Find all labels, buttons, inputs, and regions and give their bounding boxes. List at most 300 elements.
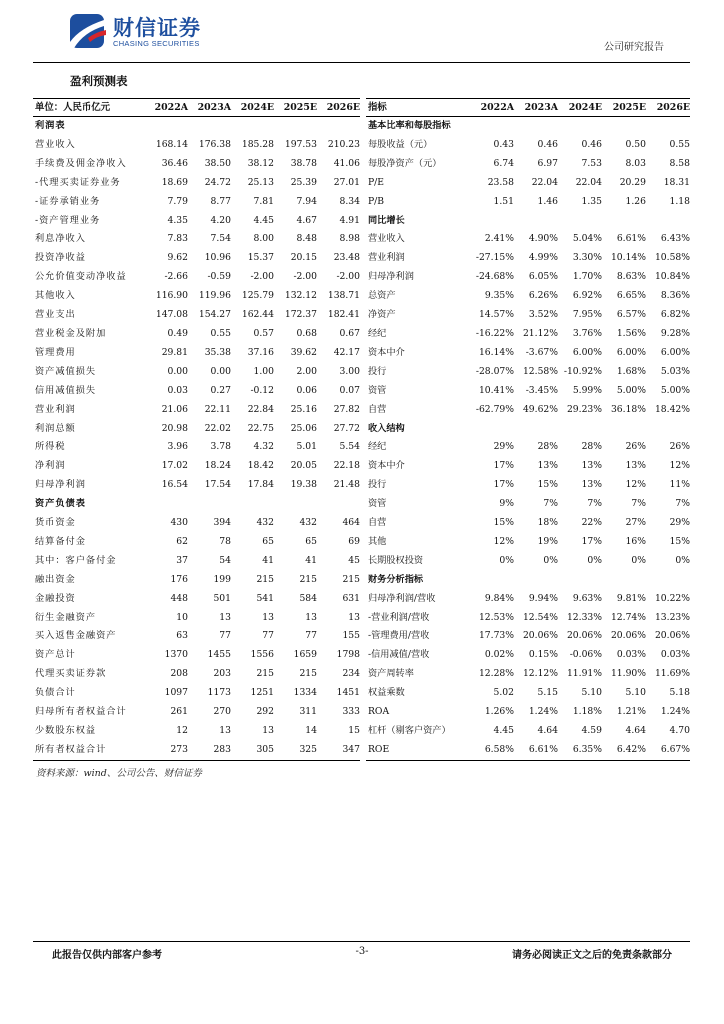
cell-value: 8.03 bbox=[625, 157, 646, 169]
footer-disclaimer-left: 此报告仅供内部客户参考 bbox=[52, 950, 162, 961]
row-label: 信用减值损失 bbox=[35, 384, 97, 396]
cell-value: 203 bbox=[213, 668, 231, 680]
cell-value: 18.24 bbox=[204, 460, 231, 472]
table-row bbox=[33, 344, 360, 363]
cell-value: 0.00 bbox=[210, 365, 231, 377]
cell-value: 6.65% bbox=[616, 290, 646, 302]
cell-value: 4.70 bbox=[669, 725, 690, 736]
column-header-year: 2026E bbox=[646, 99, 690, 117]
cell-value: 13% bbox=[625, 460, 646, 472]
cell-value: 39.62 bbox=[290, 346, 317, 358]
cell-value: 1334 bbox=[293, 687, 317, 699]
table-row bbox=[33, 438, 360, 457]
row-label: 资产减值损失 bbox=[35, 365, 97, 377]
cell-value: 0% bbox=[587, 554, 602, 566]
column-header-year: 2026E bbox=[317, 99, 360, 117]
cell-value: 12.53% bbox=[478, 611, 514, 623]
column-header-year: 2023A bbox=[514, 99, 558, 117]
cell-value: 20.06% bbox=[654, 630, 690, 642]
cell-value: 138.71 bbox=[327, 290, 360, 302]
table-row bbox=[366, 382, 690, 401]
cell-value: 1798 bbox=[336, 649, 360, 661]
cell-value: 41.06 bbox=[333, 157, 360, 169]
cell-value: 4.45 bbox=[253, 214, 274, 226]
cell-value: 22.11 bbox=[204, 403, 231, 415]
cell-value: 430 bbox=[170, 517, 188, 529]
cell-value: 5.01 bbox=[296, 441, 317, 453]
table-row bbox=[33, 476, 360, 495]
row-label: 营业利润 bbox=[35, 403, 76, 415]
row-label: 融出资金 bbox=[35, 573, 76, 585]
cell-value: 1173 bbox=[207, 687, 231, 699]
cell-value: 12.28% bbox=[478, 668, 514, 680]
cell-value: 9.94% bbox=[528, 592, 558, 604]
cell-value: 0% bbox=[543, 554, 558, 566]
cell-value: 29.23% bbox=[566, 403, 602, 415]
table-row bbox=[33, 268, 360, 287]
table-row bbox=[33, 306, 360, 325]
cell-value: 25.39 bbox=[290, 176, 317, 188]
table-row bbox=[366, 363, 690, 382]
cell-value: 501 bbox=[213, 592, 231, 604]
cell-value: 18.31 bbox=[663, 176, 690, 188]
cell-value: 25.16 bbox=[290, 403, 317, 415]
cell-value: 26% bbox=[669, 441, 690, 453]
cell-value: 17% bbox=[581, 535, 602, 547]
cell-value: 13 bbox=[219, 725, 231, 736]
cell-value: 13 bbox=[348, 611, 360, 623]
cell-value: 5.18 bbox=[669, 687, 690, 699]
cell-value: 432 bbox=[256, 517, 274, 529]
cell-value: 6.00% bbox=[572, 346, 602, 358]
cell-value: 5.99% bbox=[572, 384, 602, 396]
cell-value bbox=[514, 117, 558, 136]
cell-value: 26% bbox=[625, 441, 646, 453]
row-label: 净利润 bbox=[35, 460, 66, 472]
section-label: 同比增长 bbox=[368, 214, 405, 226]
cell-value: 11.90% bbox=[610, 668, 646, 680]
cell-value: 273 bbox=[145, 741, 188, 760]
cell-value bbox=[317, 117, 360, 136]
row-label: 净资产 bbox=[368, 309, 396, 321]
cell-value: 182.41 bbox=[327, 309, 360, 321]
cell-value: 7% bbox=[587, 498, 602, 510]
cell-value: 464 bbox=[342, 517, 360, 529]
row-label: 自营 bbox=[368, 517, 387, 529]
cell-value bbox=[274, 117, 317, 136]
cell-value: 9.35% bbox=[484, 290, 514, 302]
row-label: 负债合计 bbox=[35, 687, 76, 699]
cell-value: 1451 bbox=[336, 687, 360, 699]
cell-value: 0.49 bbox=[167, 327, 188, 339]
cell-value: 0.00 bbox=[167, 365, 188, 377]
table-row bbox=[366, 306, 690, 325]
cell-value: -0.06% bbox=[569, 649, 602, 661]
table-row bbox=[33, 420, 360, 439]
cell-value: -2.00 bbox=[250, 271, 274, 283]
cell-value: 6.58% bbox=[470, 741, 514, 760]
cell-value: 20.29 bbox=[619, 176, 646, 188]
cell-value: 14 bbox=[305, 725, 317, 736]
cell-value: 78 bbox=[219, 535, 231, 547]
cell-value: 29.81 bbox=[161, 346, 188, 358]
cell-value: 1097 bbox=[164, 687, 188, 699]
section-label: 财务分析指标 bbox=[368, 573, 424, 585]
cell-value: 12.12% bbox=[522, 668, 558, 680]
table-header-row bbox=[366, 99, 690, 117]
row-label: 所得税 bbox=[35, 441, 66, 453]
cell-value: 5.00% bbox=[660, 384, 690, 396]
row-label: 归母净利润 bbox=[35, 479, 86, 491]
row-label: 手续费及佣金净收入 bbox=[35, 157, 127, 169]
cell-value: 37 bbox=[176, 554, 188, 566]
cell-value bbox=[646, 212, 690, 231]
row-label: 权益乘数 bbox=[368, 687, 405, 699]
column-header-year: 2024E bbox=[558, 99, 602, 117]
row-label: 投行 bbox=[368, 479, 387, 491]
table-row bbox=[366, 230, 690, 249]
cell-value: 8.63% bbox=[616, 271, 646, 283]
cell-value: 6.61% bbox=[616, 233, 646, 245]
cell-value: 155 bbox=[342, 630, 360, 642]
cell-value: 6.82% bbox=[660, 309, 690, 321]
table-row bbox=[33, 287, 360, 306]
cell-value: -3.67% bbox=[525, 346, 558, 358]
cell-value: 9.63% bbox=[572, 592, 602, 604]
cell-value: 215 bbox=[342, 573, 360, 585]
cell-value: 14.57% bbox=[478, 309, 514, 321]
section-title: 盈利预测表 bbox=[70, 74, 128, 88]
cell-value: 18.69 bbox=[161, 176, 188, 188]
cell-value: 13% bbox=[581, 460, 602, 472]
cell-value: 19% bbox=[537, 535, 558, 547]
cell-value: 29% bbox=[493, 441, 514, 453]
cell-value: 1659 bbox=[293, 649, 317, 661]
table-row bbox=[366, 741, 690, 760]
cell-value: 2.00 bbox=[296, 365, 317, 377]
cell-value: 27.82 bbox=[333, 403, 360, 415]
row-label: 其中：客户备付金 bbox=[35, 554, 117, 566]
table-row bbox=[366, 476, 690, 495]
cell-value: 13 bbox=[305, 611, 317, 623]
cell-value: 4.91 bbox=[339, 214, 360, 226]
cell-value: 4.64 bbox=[625, 725, 646, 736]
cell-value: 21.06 bbox=[161, 403, 188, 415]
table-row bbox=[366, 268, 690, 287]
cell-value: 12% bbox=[669, 460, 690, 472]
cell-value: 13 bbox=[262, 725, 274, 736]
cell-value: 19.38 bbox=[290, 479, 317, 491]
cell-value: -28.07% bbox=[475, 365, 514, 377]
cell-value: 13.23% bbox=[654, 611, 690, 623]
cell-value: 20.06% bbox=[522, 630, 558, 642]
cell-value: 7.79 bbox=[167, 195, 188, 207]
cell-value: 5.02 bbox=[493, 687, 514, 699]
cell-value: 119.96 bbox=[198, 290, 231, 302]
cell-value: -16.22% bbox=[475, 327, 514, 339]
cell-value: 1.18% bbox=[572, 706, 602, 718]
row-label: 投资净收益 bbox=[35, 252, 86, 264]
cell-value: 15% bbox=[537, 479, 558, 491]
cell-value: 17% bbox=[493, 479, 514, 491]
table-header-row bbox=[33, 99, 360, 117]
cell-value: 208 bbox=[170, 668, 188, 680]
row-label: 资产周转率 bbox=[368, 668, 414, 680]
cell-value: 584 bbox=[299, 592, 317, 604]
cell-value: -3.45% bbox=[525, 384, 558, 396]
row-label: 营业收入 bbox=[368, 233, 405, 245]
table-row bbox=[366, 552, 690, 571]
row-label: 每股净资产（元） bbox=[368, 157, 442, 169]
table-row bbox=[33, 609, 360, 628]
cell-value: 15.37 bbox=[247, 252, 274, 264]
cell-value: 5.00% bbox=[616, 384, 646, 396]
cell-value: 1.21% bbox=[616, 706, 646, 718]
table-row bbox=[33, 401, 360, 420]
row-label: 资产总计 bbox=[35, 649, 76, 661]
table-row bbox=[33, 741, 360, 760]
cell-value: 4.90% bbox=[528, 233, 558, 245]
cell-value: -27.15% bbox=[475, 252, 514, 264]
footer-divider bbox=[33, 941, 690, 942]
cell-value: 11.91% bbox=[566, 668, 602, 680]
cell-value: 1.68% bbox=[616, 365, 646, 377]
cell-value: 35.38 bbox=[204, 346, 231, 358]
row-label: 所有者权益合计 bbox=[33, 741, 145, 760]
cell-value: 17% bbox=[493, 460, 514, 472]
cell-value: 45 bbox=[348, 554, 360, 566]
cell-value: 3.96 bbox=[167, 441, 188, 453]
table-row bbox=[366, 703, 690, 722]
cell-value: 7.53 bbox=[581, 157, 602, 169]
cell-value: 4.45 bbox=[493, 725, 514, 736]
cell-value: 12.58% bbox=[522, 365, 558, 377]
cell-value: 22.75 bbox=[247, 422, 274, 434]
column-header-year: 2025E bbox=[602, 99, 646, 117]
cell-value: -2.66 bbox=[164, 271, 188, 283]
cell-value: 0% bbox=[631, 554, 646, 566]
cell-value: 38.50 bbox=[204, 157, 231, 169]
row-label: -资产管理业务 bbox=[35, 214, 101, 226]
row-label: -证券承销业务 bbox=[35, 195, 101, 207]
cell-value: -0.12 bbox=[250, 384, 274, 396]
cell-value: -24.68% bbox=[475, 271, 514, 283]
row-label: 买入返售金融资产 bbox=[35, 630, 117, 642]
cell-value bbox=[558, 117, 602, 136]
cell-value: 448 bbox=[170, 592, 188, 604]
cell-value bbox=[274, 495, 317, 514]
cell-value: 4.59 bbox=[581, 725, 602, 736]
cell-value: 10.41% bbox=[478, 384, 514, 396]
cell-value: 5.10 bbox=[581, 687, 602, 699]
table-row bbox=[366, 722, 690, 741]
cell-value bbox=[558, 212, 602, 231]
row-label: 归母净利润/营收 bbox=[368, 592, 436, 604]
cell-value: 6.26% bbox=[528, 290, 558, 302]
cell-value: 12.33% bbox=[566, 611, 602, 623]
cell-value bbox=[558, 571, 602, 590]
cell-value bbox=[470, 212, 514, 231]
column-header-year: 2025E bbox=[274, 99, 317, 117]
table-row bbox=[366, 533, 690, 552]
cell-value: 4.32 bbox=[253, 441, 274, 453]
cell-value bbox=[514, 571, 558, 590]
table-row bbox=[366, 665, 690, 684]
cell-value: 292 bbox=[256, 706, 274, 718]
cell-value: 3.00 bbox=[339, 365, 360, 377]
cell-value: 6.57% bbox=[616, 309, 646, 321]
table-row bbox=[366, 401, 690, 420]
cell-value: 6.00% bbox=[616, 346, 646, 358]
cell-value: 27.01 bbox=[333, 176, 360, 188]
cell-value bbox=[470, 420, 514, 439]
cell-value: 5.54 bbox=[339, 441, 360, 453]
section-label: 收入结构 bbox=[368, 422, 405, 434]
cell-value: 168.14 bbox=[155, 138, 188, 150]
cell-value: 4.99% bbox=[528, 252, 558, 264]
cell-value: 0.46 bbox=[537, 138, 558, 150]
cell-value: 7.54 bbox=[210, 233, 231, 245]
row-label: -营业利润/营收 bbox=[368, 611, 430, 623]
cell-value: 77 bbox=[262, 630, 274, 642]
cell-value bbox=[188, 495, 231, 514]
cell-value bbox=[231, 495, 274, 514]
row-label: 自营 bbox=[368, 403, 387, 415]
cell-value: 0.03% bbox=[616, 649, 646, 661]
cell-value: 1455 bbox=[207, 649, 231, 661]
cell-value: 7% bbox=[631, 498, 646, 510]
cell-value: 38.78 bbox=[290, 157, 317, 169]
cell-value bbox=[646, 420, 690, 439]
table-row bbox=[366, 249, 690, 268]
cell-value: 7.81 bbox=[253, 195, 274, 207]
row-label: 其他 bbox=[368, 535, 387, 547]
row-label: 总资产 bbox=[368, 290, 396, 302]
row-label: 营业税金及附加 bbox=[35, 327, 107, 339]
row-label: 归母所有者权益合计 bbox=[35, 706, 127, 718]
cell-value: 11% bbox=[669, 479, 690, 491]
right-forecast-table bbox=[366, 98, 690, 761]
table-row bbox=[33, 552, 360, 571]
cell-value: 1.51 bbox=[493, 195, 514, 207]
cell-value: 1.56% bbox=[616, 327, 646, 339]
table-row bbox=[366, 457, 690, 476]
cell-value: 21.48 bbox=[333, 479, 360, 491]
cell-value bbox=[188, 117, 231, 136]
cell-value: 0.03% bbox=[660, 649, 690, 661]
cell-value: 6.42% bbox=[602, 741, 646, 760]
cell-value: 1.24% bbox=[660, 706, 690, 718]
section-row bbox=[366, 420, 690, 439]
cell-value: 132.12 bbox=[284, 290, 317, 302]
cell-value: 210.23 bbox=[327, 138, 360, 150]
cell-value: 4.35 bbox=[167, 214, 188, 226]
cell-value: 0.27 bbox=[210, 384, 231, 396]
cell-value: 11.69% bbox=[654, 668, 690, 680]
cell-value bbox=[602, 117, 646, 136]
table-row bbox=[366, 495, 690, 514]
cell-value: 0.55 bbox=[210, 327, 231, 339]
cell-value: 8.77 bbox=[210, 195, 231, 207]
cell-value: 13% bbox=[581, 479, 602, 491]
table-row bbox=[33, 665, 360, 684]
column-header-label: 单位：人民币亿元 bbox=[33, 99, 145, 117]
cell-value: 6.35% bbox=[558, 741, 602, 760]
cell-value: 13 bbox=[262, 611, 274, 623]
cell-value: 18.42% bbox=[654, 403, 690, 415]
cell-value: 25.06 bbox=[290, 422, 317, 434]
cell-value: 22.02 bbox=[204, 422, 231, 434]
cell-value: 24.72 bbox=[204, 176, 231, 188]
cell-value: 176 bbox=[170, 573, 188, 585]
table-row bbox=[33, 363, 360, 382]
cell-value: 234 bbox=[342, 668, 360, 680]
cell-value: 7.95% bbox=[572, 309, 602, 321]
cell-value bbox=[558, 420, 602, 439]
cell-value: 0.55 bbox=[669, 138, 690, 150]
cell-value: 13 bbox=[219, 611, 231, 623]
cell-value: 12% bbox=[625, 479, 646, 491]
cell-value: 0.43 bbox=[493, 138, 514, 150]
cell-value bbox=[602, 420, 646, 439]
table-row bbox=[366, 287, 690, 306]
cell-value: 0.68 bbox=[296, 327, 317, 339]
table-row bbox=[366, 344, 690, 363]
cell-value: 7% bbox=[543, 498, 558, 510]
cell-value: 1.26 bbox=[625, 195, 646, 207]
cell-value: 8.34 bbox=[339, 195, 360, 207]
row-label: 经纪 bbox=[368, 441, 387, 453]
footer-disclaimer-right: 请务必阅读正文之后的免责条款部分 bbox=[512, 950, 672, 961]
cell-value: 27% bbox=[625, 517, 646, 529]
cell-value bbox=[470, 117, 514, 136]
row-label: 投行 bbox=[368, 365, 387, 377]
cell-value: 22.04 bbox=[575, 176, 602, 188]
cell-value: 23.58 bbox=[487, 176, 514, 188]
cell-value: 41 bbox=[305, 554, 317, 566]
cell-value: 4.64 bbox=[537, 725, 558, 736]
cell-value: 77 bbox=[219, 630, 231, 642]
cell-value: 0% bbox=[499, 554, 514, 566]
row-label: 代理买卖证券款 bbox=[35, 668, 107, 680]
table-row bbox=[33, 684, 360, 703]
page-number: -3- bbox=[355, 946, 369, 957]
cell-value: 347 bbox=[317, 741, 360, 760]
cell-value: 215 bbox=[256, 573, 274, 585]
table-row bbox=[366, 514, 690, 533]
row-label: 结算备付金 bbox=[35, 535, 86, 547]
cell-value: 3.78 bbox=[210, 441, 231, 453]
report-type-label: 公司研究报告 bbox=[604, 42, 664, 53]
table-row bbox=[366, 590, 690, 609]
cell-value: 16.54 bbox=[161, 479, 188, 491]
cell-value: 541 bbox=[256, 592, 274, 604]
cell-value: 0.07 bbox=[339, 384, 360, 396]
section-row bbox=[33, 495, 360, 514]
cell-value: 16% bbox=[625, 535, 646, 547]
row-label: 利润总额 bbox=[35, 422, 76, 434]
cell-value: 25.13 bbox=[247, 176, 274, 188]
cell-value: 270 bbox=[213, 706, 231, 718]
cell-value: 10.58% bbox=[654, 252, 690, 264]
table-row bbox=[366, 325, 690, 344]
cell-value bbox=[470, 571, 514, 590]
cell-value: 215 bbox=[299, 668, 317, 680]
cell-value: 0% bbox=[675, 554, 690, 566]
header-divider bbox=[33, 62, 690, 63]
cell-value: 41 bbox=[262, 554, 274, 566]
row-label: -管理费用/营收 bbox=[368, 630, 430, 642]
